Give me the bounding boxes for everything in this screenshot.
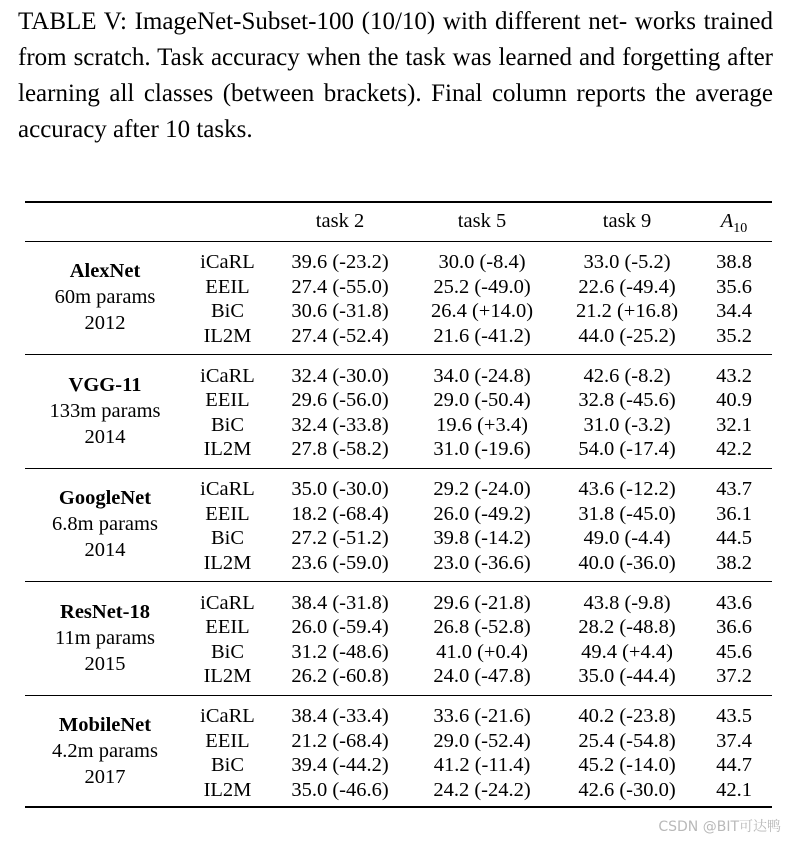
cell-task-2: 27.8 (-58.2) — [291, 438, 389, 461]
cell-task-9: 35.0 (-44.4) — [578, 665, 676, 688]
table-caption: TABLE V: ImageNet-Subset-100 (10/10) with different net- works trained from scratch. Task accuracy when the task was learned and forgetting after learning all classes (between brackets). Final column reports the average accuracy after 10 tasks. — [18, 8, 773, 143]
header-task-9: task 9 — [602, 210, 652, 232]
cell-method: BiC — [210, 754, 245, 777]
cell-task-2: 29.6 (-56.0) — [291, 389, 389, 412]
cell-task-9: 33.0 (-5.2) — [583, 251, 671, 273]
cell-a10: 44.7 — [716, 754, 752, 777]
cell-task-2: 32.4 (-33.8) — [291, 413, 389, 436]
header-rule — [25, 241, 772, 242]
cell-method: iCaRL — [200, 364, 255, 387]
network-name: VGG-11 — [68, 373, 142, 396]
cell-method: iCaRL — [200, 251, 255, 273]
cell-task-2: 30.6 (-31.8) — [291, 300, 389, 323]
cell-method: BiC — [210, 300, 245, 323]
cell-task-5: 25.2 (-49.0) — [433, 275, 531, 298]
cell-method: BiC — [210, 413, 245, 436]
watermark: CSDN @BIT可达鸭 — [658, 819, 781, 835]
cell-task-5: 23.0 (-36.6) — [433, 551, 531, 574]
cell-a10: 37.2 — [716, 665, 752, 688]
cell-task-9: 45.2 (-14.0) — [578, 754, 676, 777]
cell-method: EEIL — [205, 389, 250, 412]
cell-task-2: 26.2 (-60.8) — [291, 665, 389, 688]
cell-method: iCaRL — [200, 591, 255, 614]
cell-method: IL2M — [203, 665, 252, 688]
cell-a10: 43.7 — [716, 478, 752, 500]
network-name: AlexNet — [69, 260, 141, 282]
cell-a10: 35.2 — [716, 324, 752, 347]
cell-method: IL2M — [203, 324, 252, 347]
cell-task-5: 30.0 (-8.4) — [438, 251, 526, 273]
cell-task-9: 40.2 (-23.8) — [578, 705, 676, 727]
cell-a10: 43.2 — [716, 364, 752, 387]
cell-a10: 37.4 — [716, 729, 752, 752]
network-params: 133m params — [49, 399, 161, 422]
network-label — [30, 712, 180, 790]
a10-subscript: 10 — [733, 221, 748, 237]
cell-a10: 35.6 — [716, 275, 752, 298]
cell-method: iCaRL — [200, 705, 255, 727]
cell-task-9: 42.6 (-30.0) — [578, 778, 676, 801]
cell-method: EEIL — [205, 502, 250, 525]
cell-method: EEIL — [205, 729, 250, 752]
network-year: 2017 — [84, 766, 126, 788]
cell-a10: 36.1 — [716, 502, 752, 525]
cell-task-5: 29.0 (-50.4) — [433, 389, 531, 412]
cell-task-5: 24.0 (-47.8) — [433, 665, 531, 688]
cell-task-9: 28.2 (-48.8) — [578, 616, 676, 639]
cell-task-5: 29.2 (-24.0) — [433, 478, 531, 500]
cell-a10: 38.8 — [716, 251, 752, 273]
cell-task-2: 39.4 (-44.2) — [291, 754, 389, 777]
network-year: 2014 — [84, 425, 126, 448]
cell-task-9: 54.0 (-17.4) — [578, 438, 676, 461]
cell-method: EEIL — [205, 275, 250, 298]
header-task-2: task 2 — [315, 210, 365, 232]
cell-a10: 43.6 — [716, 591, 752, 614]
cell-a10: 42.1 — [716, 778, 752, 801]
network-params: 6.8m params — [52, 513, 158, 535]
cell-task-5: 19.6 (+3.4) — [436, 413, 528, 436]
network-label — [30, 258, 180, 336]
cell-task-9: 49.0 (-4.4) — [583, 527, 671, 550]
cell-task-9: 31.8 (-45.0) — [578, 502, 676, 525]
cell-method: BiC — [210, 527, 245, 550]
network-name: ResNet-18 — [60, 600, 150, 623]
network-params: 11m params — [54, 626, 155, 649]
network-year: 2015 — [84, 652, 126, 675]
cell-task-5: 31.0 (-19.6) — [433, 438, 531, 461]
cell-task-2: 35.0 (-46.6) — [291, 778, 389, 801]
cell-task-2: 35.0 (-30.0) — [291, 478, 389, 500]
network-label — [30, 485, 180, 563]
cell-task-2: 39.6 (-23.2) — [291, 251, 389, 273]
bottom-rule — [25, 806, 772, 808]
network-params: 60m params — [54, 286, 156, 308]
a10-label: A — [720, 210, 734, 232]
header-task-5: task 5 — [457, 210, 507, 232]
cell-method: EEIL — [205, 616, 250, 639]
cell-task-2: 18.2 (-68.4) — [291, 502, 389, 525]
cell-task-5: 26.4 (+14.0) — [430, 300, 534, 323]
cell-task-5: 26.0 (-49.2) — [433, 502, 531, 525]
cell-a10: 43.5 — [716, 705, 752, 727]
cell-task-9: 49.4 (+4.4) — [581, 640, 673, 663]
group-separator — [25, 695, 772, 696]
network-label — [30, 372, 180, 450]
cell-a10: 42.2 — [716, 438, 752, 461]
network-name: MobileNet — [58, 714, 152, 736]
group-separator — [25, 581, 772, 582]
cell-task-5: 41.2 (-11.4) — [433, 754, 531, 777]
network-name: GoogleNet — [58, 487, 152, 509]
group-separator — [25, 468, 772, 469]
cell-task-5: 26.8 (-52.8) — [433, 616, 531, 639]
cell-a10: 40.9 — [716, 389, 752, 412]
top-rule — [25, 201, 772, 203]
cell-method: IL2M — [203, 551, 252, 574]
cell-task-2: 26.0 (-59.4) — [291, 616, 389, 639]
network-year: 2014 — [84, 539, 126, 561]
cell-task-5: 21.6 (-41.2) — [433, 324, 531, 347]
network-params: 4.2m params — [52, 740, 158, 762]
cell-a10: 34.4 — [716, 300, 752, 323]
cell-task-2: 27.4 (-55.0) — [291, 275, 389, 298]
cell-task-5: 39.8 (-14.2) — [433, 527, 531, 550]
cell-a10: 44.5 — [716, 527, 752, 550]
cell-task-2: 32.4 (-30.0) — [291, 364, 389, 387]
group-separator — [25, 354, 772, 355]
cell-task-9: 44.0 (-25.2) — [578, 324, 676, 347]
cell-task-9: 43.6 (-12.2) — [578, 478, 676, 500]
cell-task-9: 42.6 (-8.2) — [583, 364, 671, 387]
cell-task-9: 25.4 (-54.8) — [578, 729, 676, 752]
cell-task-2: 31.2 (-48.6) — [291, 640, 389, 663]
cell-task-2: 23.6 (-59.0) — [291, 551, 389, 574]
network-label — [30, 599, 180, 677]
cell-a10: 32.1 — [716, 413, 752, 436]
cell-task-5: 29.0 (-52.4) — [433, 729, 531, 752]
cell-task-9: 32.8 (-45.6) — [578, 389, 676, 412]
cell-task-2: 38.4 (-31.8) — [291, 591, 389, 614]
cell-method: iCaRL — [200, 478, 255, 500]
cell-task-9: 40.0 (-36.0) — [578, 551, 676, 574]
cell-method: BiC — [210, 640, 245, 663]
cell-a10: 45.6 — [716, 640, 752, 663]
cell-task-9: 21.2 (+16.8) — [575, 300, 679, 323]
cell-task-9: 31.0 (-3.2) — [583, 413, 671, 436]
cell-task-5: 29.6 (-21.8) — [433, 591, 531, 614]
cell-a10: 36.6 — [716, 616, 752, 639]
cell-task-2: 38.4 (-33.4) — [291, 705, 389, 727]
cell-task-2: 27.2 (-51.2) — [291, 527, 389, 550]
cell-task-5: 34.0 (-24.8) — [433, 364, 531, 387]
cell-a10: 38.2 — [716, 551, 752, 574]
cell-task-2: 21.2 (-68.4) — [291, 729, 389, 752]
cell-task-9: 22.6 (-49.4) — [578, 275, 676, 298]
cell-method: IL2M — [203, 438, 252, 461]
cell-task-5: 24.2 (-24.2) — [433, 778, 531, 801]
cell-task-5: 33.6 (-21.6) — [433, 705, 531, 727]
network-year: 2012 — [84, 312, 126, 334]
cell-task-9: 43.8 (-9.8) — [583, 591, 671, 614]
cell-task-2: 27.4 (-52.4) — [291, 324, 389, 347]
header-a10 — [702, 209, 766, 241]
cell-task-5: 41.0 (+0.4) — [436, 640, 528, 663]
cell-method: IL2M — [203, 778, 252, 801]
